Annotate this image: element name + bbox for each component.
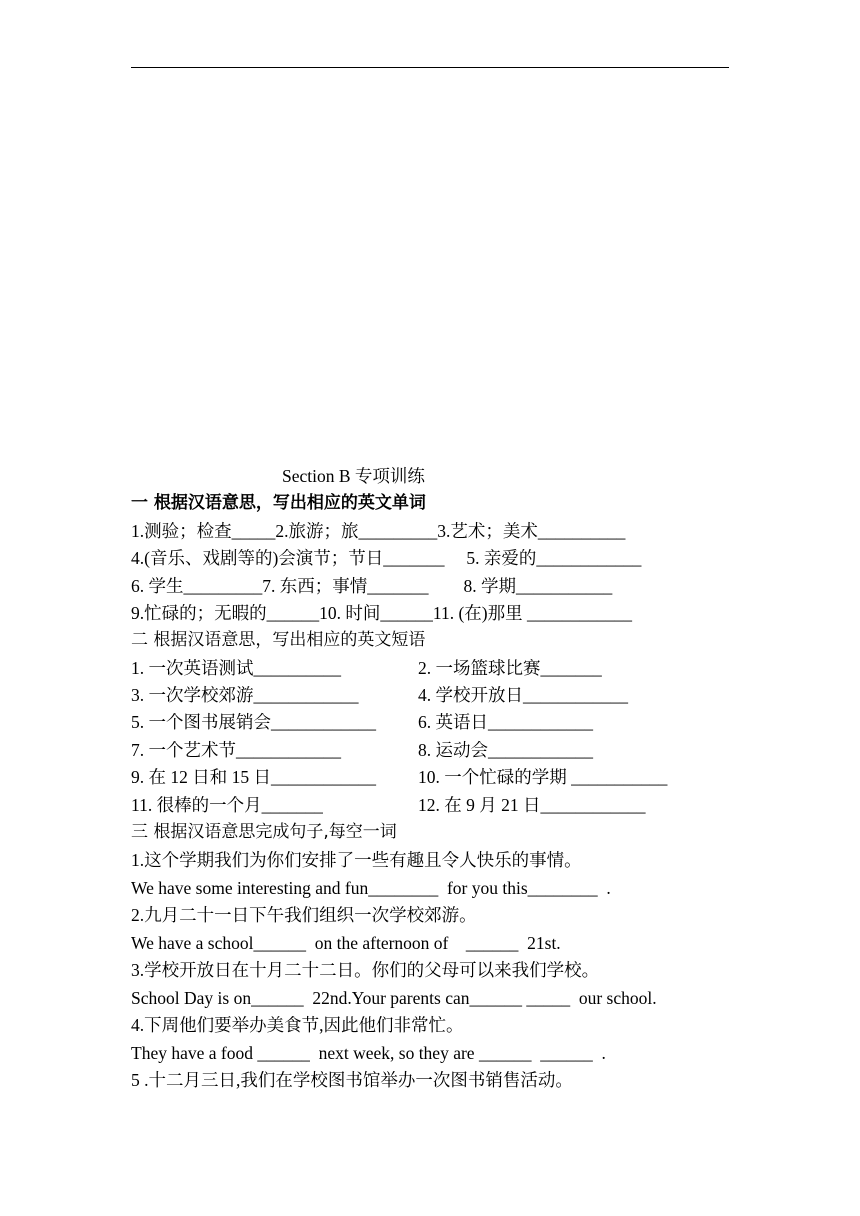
part1-row: 4.(音乐、戏剧等的)会演节；节日_______ 5. 亲爱的____________ (131, 548, 642, 568)
part1-row: 1.测验；检查_____2.旅游；旅_________3.艺术；美术__________ (131, 521, 626, 541)
part2-item: 2. 一场篮球比赛_______ (418, 658, 602, 678)
part3-line: We have some interesting and fun________ for you this________ . (131, 878, 611, 898)
part2-item: 7. 一个艺术节____________ (131, 740, 341, 760)
part3-line: 3.学校开放日在十月二十二日。你们的父母可以来我们学校。 (131, 960, 600, 980)
part2-heading: 二 根据汉语意思，写出相应的英文短语 (131, 630, 426, 650)
part3-line: 5 .十二月三日,我们在学校图书馆举办一次图书销售活动。 (131, 1070, 573, 1090)
part1-row: 6. 学生_________7. 东西；事情_______ 8. 学期___________ (131, 576, 613, 596)
part3-line: We have a school______ on the afternoon of ______ 21st. (131, 933, 561, 953)
part2-item: 6. 英语日____________ (418, 712, 593, 732)
part2-item: 9. 在 12 日和 15 日____________ (131, 767, 376, 787)
part3-line: School Day is on______ 22nd.Your parents can______ _____ our school. (131, 988, 657, 1008)
part2-item: 12. 在 9 月 21 日____________ (418, 795, 646, 815)
page-title: Section B 专项训练 (282, 466, 425, 486)
part3-heading: 三 根据汉语意思完成句子,每空一词 (131, 822, 397, 842)
part1-row: 9.忙碌的；无暇的______10. 时间______11. (在)那里 ____________ (131, 603, 633, 623)
header-rule (131, 67, 729, 68)
part2-item: 10. 一个忙碌的学期 ___________ (418, 767, 668, 787)
part1-heading: 一 根据汉语意思，写出相应的英文单词 (131, 493, 426, 513)
part3-line: 2.九月二十一日下午我们组织一次学校郊游。 (131, 905, 477, 925)
part3-line: 4.下周他们要举办美食节,因此他们非常忙。 (131, 1015, 464, 1035)
part2-item: 4. 学校开放日____________ (418, 685, 628, 705)
part3-line: They have a food ______ next week, so they are ______ ______ . (131, 1043, 606, 1063)
part2-item: 8. 运动会____________ (418, 740, 593, 760)
part2-item: 3. 一次学校郊游____________ (131, 685, 359, 705)
part2-item: 5. 一个图书展销会____________ (131, 712, 376, 732)
part2-item: 11. 很棒的一个月_______ (131, 795, 323, 815)
part2-item: 1. 一次英语测试__________ (131, 658, 341, 678)
part3-line: 1.这个学期我们为你们安排了一些有趣且令人快乐的事情。 (131, 850, 582, 870)
